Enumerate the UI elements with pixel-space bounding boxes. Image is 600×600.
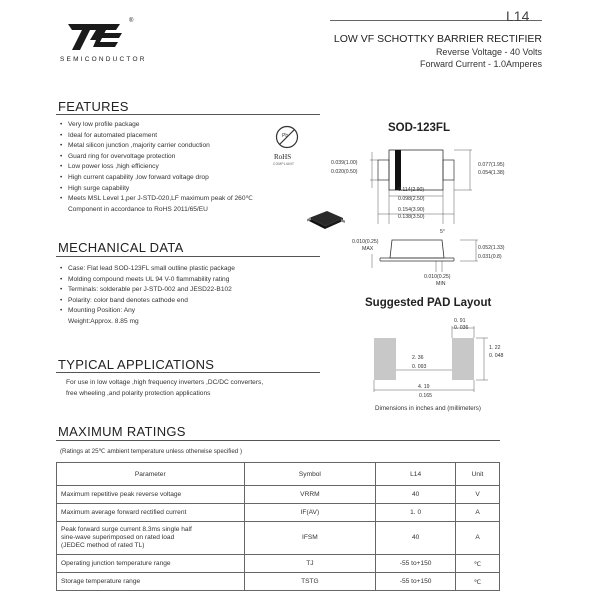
dim-body-upper: 0.077(1.95) xyxy=(478,162,505,168)
features-rule xyxy=(56,114,320,115)
pb-label: Pb xyxy=(282,133,289,139)
dim-lead-lower: 0.020(0.50) xyxy=(331,169,358,175)
reverse-voltage: Reverse Voltage - 40 Volts xyxy=(435,47,542,57)
symbol-cell: VRRM xyxy=(244,486,376,504)
header-value: L14 xyxy=(376,463,456,486)
mechanical-title: MECHANICAL DATA xyxy=(58,240,184,255)
list-item: • Very low profile package xyxy=(60,120,253,131)
registered-mark: ® xyxy=(129,18,134,24)
list-item: • Mounting Position: Any xyxy=(60,306,235,317)
gap-in: 0. 093 xyxy=(412,364,427,370)
symbol-cell: TSTG xyxy=(244,573,376,591)
dim-side-right-upper: 0.052(1.33) xyxy=(478,245,505,251)
pad-layout-title: Suggested PAD Layout xyxy=(365,297,492,309)
list-item-continuation: Weight:Approx. 8.85 mg xyxy=(68,317,139,325)
table-row xyxy=(57,573,500,591)
mechanical-rule xyxy=(56,256,320,257)
dim-side-left-upper: 0.010(0.25) xyxy=(352,239,379,245)
header-parameter: Parameter xyxy=(57,463,245,486)
param-cell: Maximum average forward rectified current xyxy=(57,504,245,522)
dim-inner-upper: 0.114(2.90) xyxy=(398,187,425,193)
param-cell xyxy=(57,522,245,555)
list-item: • Molding compound meets UL 94 V-0 flammability rating xyxy=(60,275,235,286)
list-item: • Metal silicon junction ,majority carrier conduction xyxy=(60,141,253,152)
symbol-cell: TJ xyxy=(244,555,376,573)
rohs-label: RoHS xyxy=(274,153,292,161)
symbol-cell: IF(AV) xyxy=(244,504,376,522)
pad-height-mm: 1. 22 xyxy=(489,345,501,351)
dim-side-bottom-upper: 0.010(0.25) xyxy=(424,274,451,280)
value-cell: 40 xyxy=(376,486,456,504)
table-row xyxy=(57,555,500,573)
dim-outer-upper: 0.154(3.90) xyxy=(398,207,425,213)
list-item: • Case: Flat lead SOD-123FL small outline plastic package xyxy=(60,264,235,275)
table-row xyxy=(57,486,500,504)
param-line: (JEDEC method of rated TL) xyxy=(61,542,145,549)
ratings-rule xyxy=(56,440,500,441)
total-mm: 4. 19 xyxy=(418,384,430,390)
dim-body-lower: 0.054(1.38) xyxy=(478,170,505,176)
unit-cell: A xyxy=(456,522,500,555)
header-symbol: Symbol xyxy=(244,463,376,486)
forward-current: Forward Current - 1.0Amperes xyxy=(419,59,542,69)
dim-inner-lower: 0.098(2.50) xyxy=(398,196,425,202)
list-item: • Meets MSL Level 1,per J-STD-020,LF maximum peak of 260℃ xyxy=(60,194,253,205)
features-title: FEATURES xyxy=(58,99,129,114)
features-list xyxy=(60,120,253,215)
list-item-continuation: Component in accordance to RoHS 2011/65/EU xyxy=(68,205,208,213)
param-line: Peak forward surge current 8.3ms single half xyxy=(61,526,192,533)
unit-cell: A xyxy=(456,504,500,522)
applications-line-2: free wheeling ,and polarity protection applications xyxy=(66,390,211,397)
param-cell: Operating junction temperature range xyxy=(57,555,245,573)
pad-height-in: 0. 048 xyxy=(489,353,504,359)
part-number: L14 xyxy=(506,8,530,24)
list-item: • Terminals: solderable per J-STD-002 and JESD22-B102 xyxy=(60,285,235,296)
applications-rule xyxy=(56,372,320,373)
list-item: • Low power loss ,high efficiency xyxy=(60,162,253,173)
table-row xyxy=(57,522,500,555)
param-cell: Storage temperature range xyxy=(57,573,245,591)
pad-layout-note: Dimensions in inches and (millimeters) xyxy=(375,405,481,412)
list-item: • Ideal for automated placement xyxy=(60,131,253,142)
value-cell: 1. 0 xyxy=(376,504,456,522)
dim-side-angle: 5° xyxy=(440,229,445,235)
symbol-cell: IFSM xyxy=(244,522,376,555)
ratings-note: (Ratings at 25℃ ambient temperature unless otherwise specified ) xyxy=(60,448,243,455)
list-item: • Polarity: color band denotes cathode end xyxy=(60,296,235,307)
total-in: 0.165 xyxy=(419,393,432,399)
brand-name: SEMICONDUCTOR xyxy=(60,56,147,63)
mechanical-list xyxy=(60,264,235,328)
applications-line-1: For use in low voltage ,high frequency inverters ,DC/DC converters, xyxy=(66,379,264,386)
dim-outer-lower: 0.138(3.50) xyxy=(398,214,425,220)
company-logo xyxy=(60,18,130,54)
unit-cell: ℃ xyxy=(456,573,500,591)
list-item: • High surge capability xyxy=(60,184,253,195)
unit-cell: V xyxy=(456,486,500,504)
product-title: LOW VF SCHOTTKY BARRIER RECTIFIER xyxy=(333,33,542,45)
pad-width-mm: 0. 91 xyxy=(454,318,466,324)
ratings-table xyxy=(56,462,500,591)
gap-mm: 2. 36 xyxy=(412,355,424,361)
dim-side-bottom-lower: MIN xyxy=(436,281,446,287)
ratings-title: MAXIMUM RATINGS xyxy=(58,424,186,439)
rohs-sub: COMPLIANT xyxy=(273,162,295,166)
table-header-row xyxy=(57,463,500,486)
value-cell: 40 xyxy=(376,522,456,555)
applications-title: TYPICAL APPLICATIONS xyxy=(58,357,215,372)
dim-side-left-lower: MAX xyxy=(362,246,374,252)
value-cell: -55 to+150 xyxy=(376,573,456,591)
dim-side-right-lower: 0.031(0.8) xyxy=(478,254,502,260)
dim-lead-upper: 0.039(1.00) xyxy=(331,160,358,166)
unit-cell: ℃ xyxy=(456,555,500,573)
package-title: SOD-123FL xyxy=(388,122,450,134)
list-item: • Guard ring for overvoltage protection xyxy=(60,152,253,163)
list-item: • High current capability ,low forward voltage drop xyxy=(60,173,253,184)
param-line: sine-wave superimposed on rated load xyxy=(61,534,175,541)
value-cell: -55 to+150 xyxy=(376,555,456,573)
param-cell: Maximum repetitive peak reverse voltage xyxy=(57,486,245,504)
table-row xyxy=(57,504,500,522)
pad-width-in: 0. 036 xyxy=(454,325,469,331)
header-unit: Unit xyxy=(456,463,500,486)
